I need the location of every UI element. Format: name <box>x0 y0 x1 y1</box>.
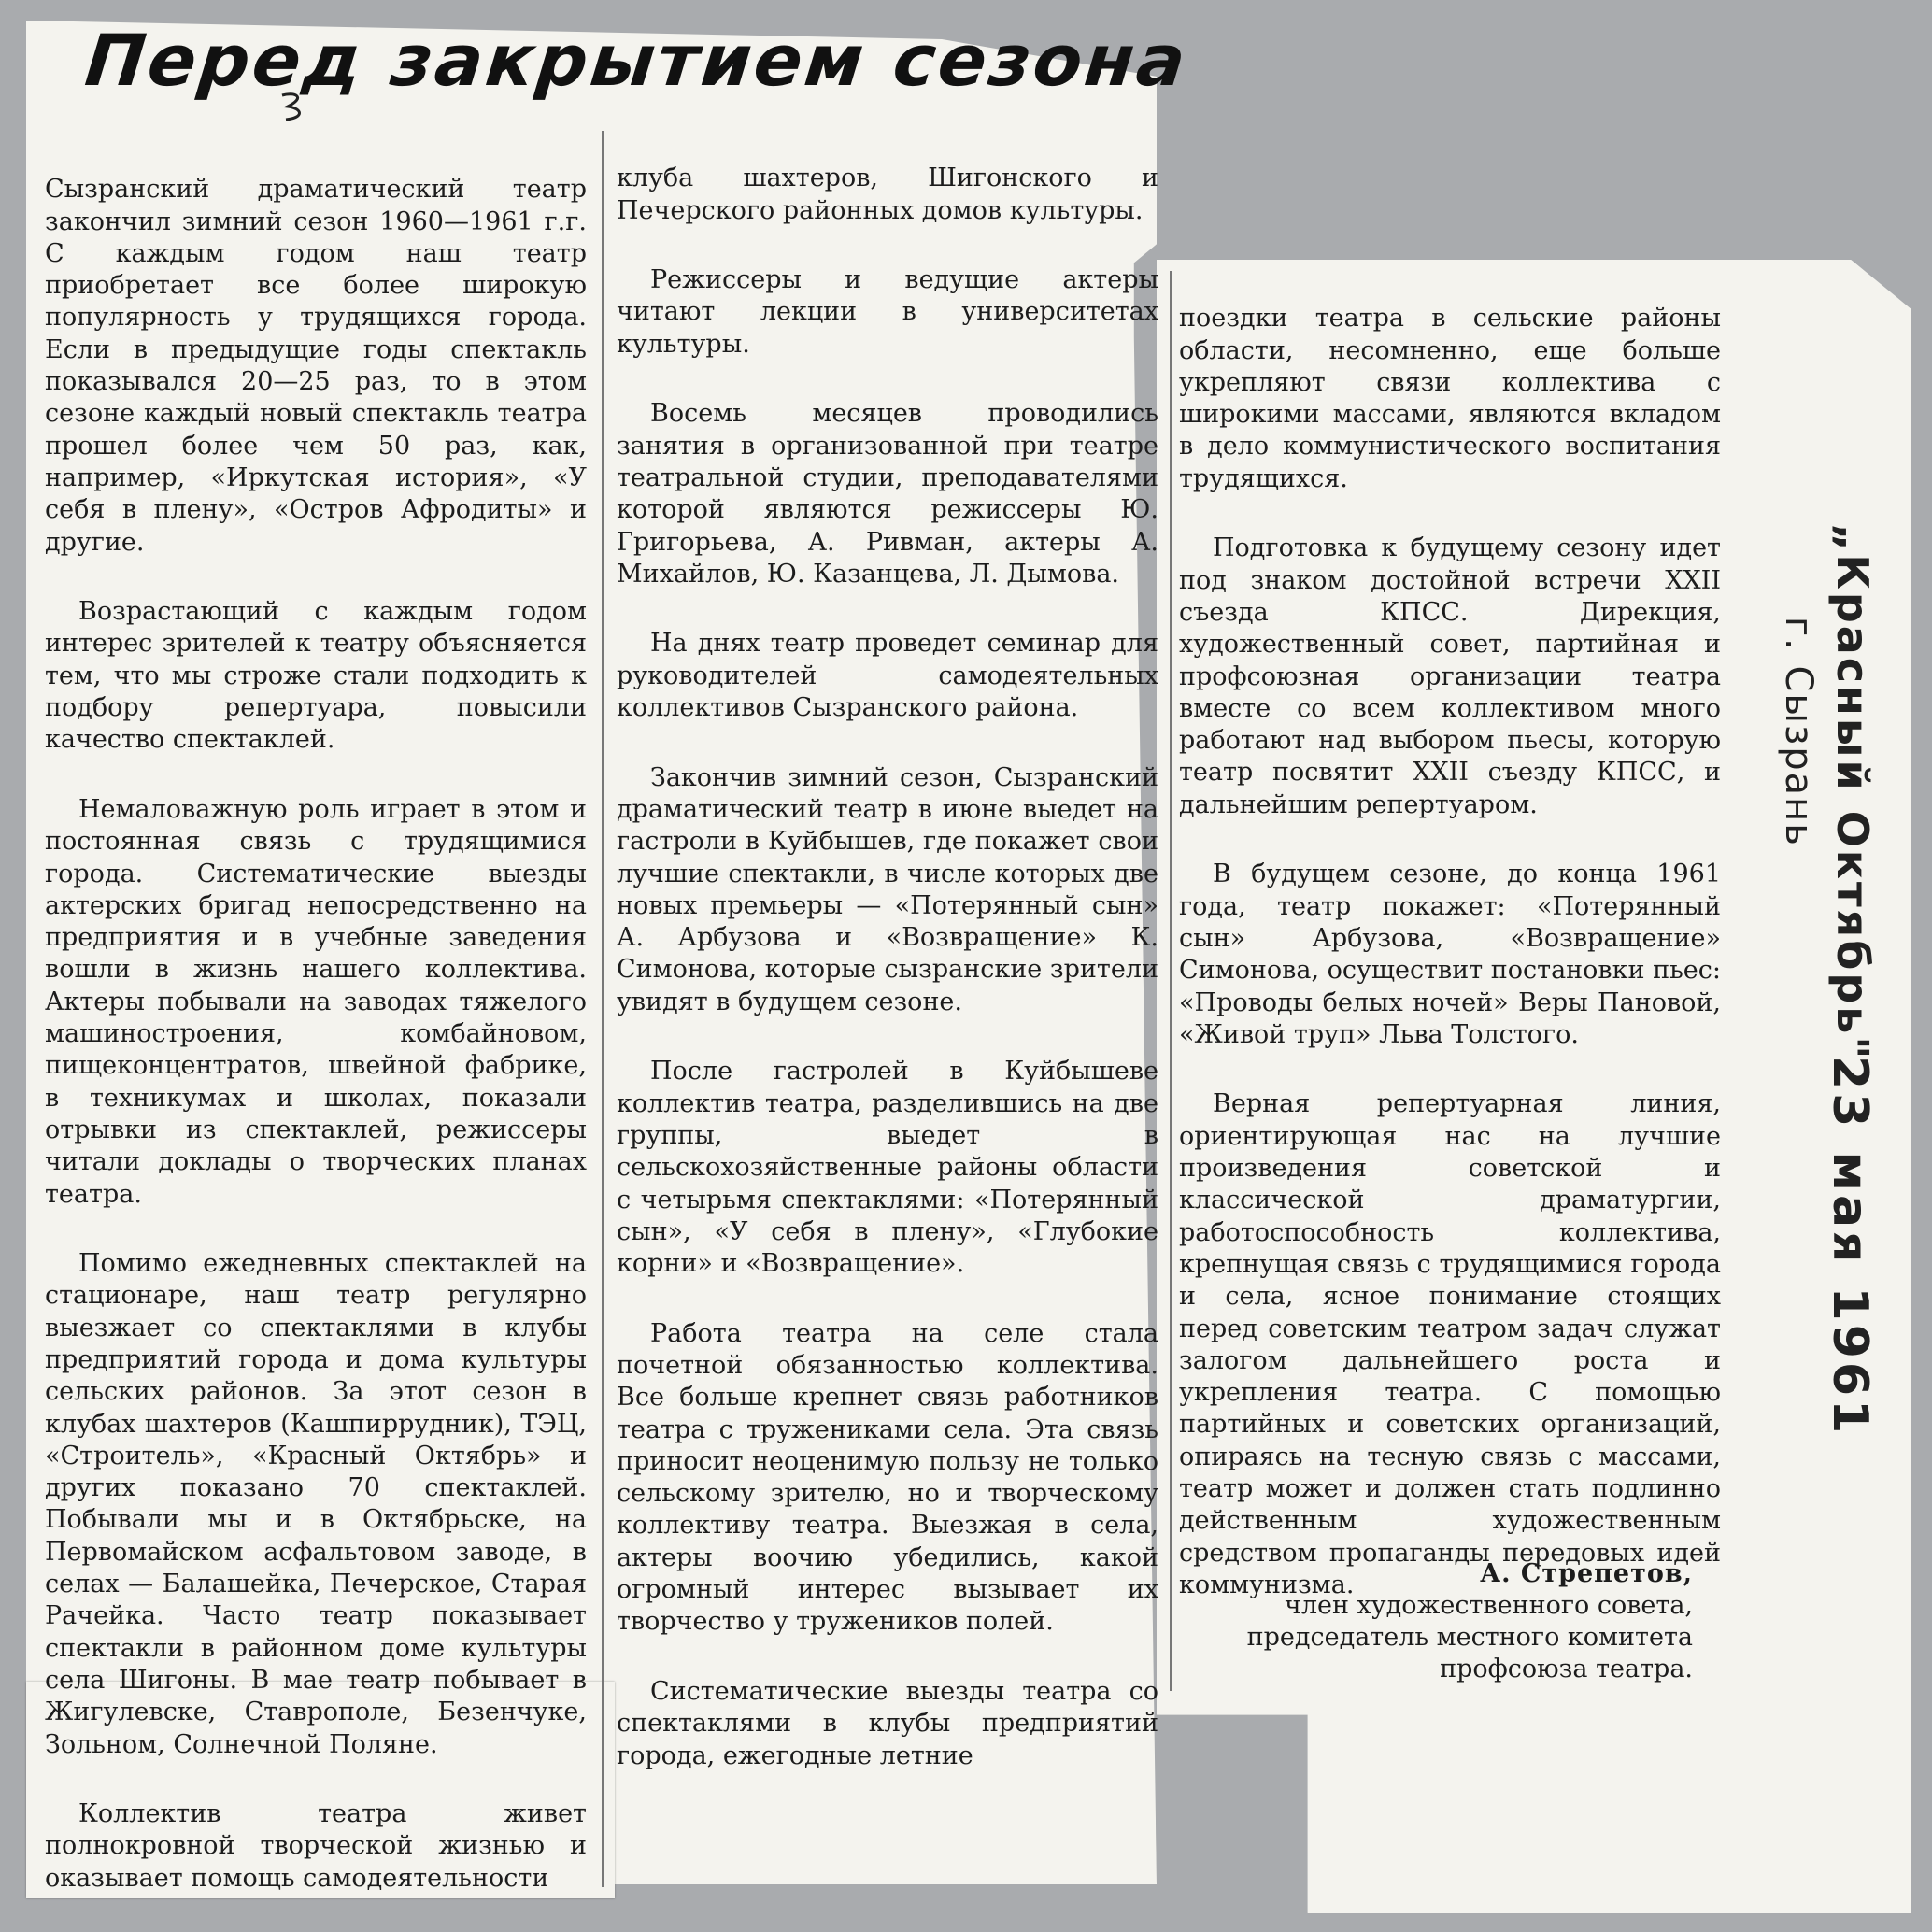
paragraph: Немаловажную роль играет в этом и постоянная связь с трудящимися города. Систематические выезды актерских бригад непосредственно на предприятия и в учебные заведения вошли в жизнь нашего коллектива. Актеры побывали на заводах тяжелого машиностроения, комбайновом, пищеконцентратов, швейной фабрике, в техникумах и школах, показали отрывки из спектаклей, режиссеры читали доклады о творческих планах театра. <box>45 794 587 1209</box>
city-annotation: г. Сызрань <box>1777 617 1820 847</box>
newspaper-name-annotation: „Красный Октябрь" <box>1827 523 1878 1062</box>
paragraph: Коллектив театра живет полнокровной творческой жизнью и оказывает помощь самодеятельности <box>45 1799 587 1893</box>
paragraph: Подготовка к будущему сезону идет под знаком достойной встречи XXII съезда КПСС. Дирекция, художественный совет, партийная и профсоюзная организации театра вместе со всем коллективом много работают над выбором пьесы, которую театр посвятит XXII съезду КПСС, и дальнейшим репертуаром. <box>1179 533 1721 819</box>
column-divider <box>602 131 604 1887</box>
article-column-2 <box>617 131 1158 1810</box>
date-stamp: 23 мая 1961 <box>1822 1056 1878 1438</box>
paragraph: На днях театр проведет семинар для руководителей самодеятельных коллективов Сызранского района. <box>617 629 1158 723</box>
column-divider <box>1170 271 1172 1691</box>
paragraph: Закончив зимний сезон, Сызранский драматический театр в июне выедет на гастроли в Куйбышев, где покажет свои лучшие спектакли, в числе которых две новых премьеры — «Потерянный сын» А. Арбузова и «Возвращение» К. Симонова, которые сызранские зрители увидят в будущем сезоне. <box>617 762 1158 1016</box>
article-column-1 <box>45 142 587 1932</box>
paragraph: В будущем сезоне, до конца 1961 года, театр покажет: «Потерянный сын» Арбузова, «Возвращение» Симонова, осуществит постановки пьес: «Проводы белых ночей» Веры Пановой, «Живой труп» Льва Толстого. <box>1179 859 1721 1049</box>
paragraph: поездки театра в сельские районы области, несомненно, еще больше укрепляют связи коллектива с широкими массами, являются вкладом в дело коммунистического воспитания трудящихся. <box>1179 304 1721 493</box>
article-column-3 <box>1179 271 1721 1639</box>
paragraph: Помимо ежедневных спектаклей на стационаре, наш театр регулярно выезжает со спектаклями в клубы предприятий города и дома культуры сельских районов. За этот сезон в клубах шахтеров (Кашпиррудник), ТЭЦ, «Строитель», «Красный Октябрь» и других показано 70 спектаклей. Побывали мы и в Октябрьске, на Первомайском асфальтовом заводе, в селах — Балашейка, Печерское, Старая Рачейка. Часто театр показывает спектакли в районном доме культуры села Шигоны. В мае театр побывает в Жигулевске, Ставрополе, Безенчуке, Зольном, Солнечной Поляне. <box>45 1249 587 1759</box>
paragraph: Систематические выезды театра со спектаклями в клубы предприятий города, ежегодные летние <box>617 1676 1158 1770</box>
paragraph: Сызранский драматический театр закончил зимний сезон 1960—1961 г.г. С каждым годом наш театр приобретает все более широкую популярность у трудящихся города. Если в предыдущие годы спектакль показывался 20—25 раз, то в этом сезоне каждый новый спектакль театра прошел более чем 50 раз, как, например, «Иркутская история», «У себя в плену», «Остров Афродиты» и другие. <box>45 175 587 557</box>
pen-mark-icon <box>278 90 312 123</box>
author-role: член художественного совета, председатель местного комитета профсоюза театра. <box>1246 1591 1693 1683</box>
paragraph: После гастролей в Куйбышеве коллектив театра, разделившись на две группы, выедет в сельскохозяйственные районы области с четырьмя спектаклями: «Потерянный сын», «У себя в плену», «Глубокие корни» и «Возвращение». <box>617 1057 1158 1279</box>
paragraph: Верная репертуарная линия, ориентирующая нас на лучшие произведения советской и классической драматургии, работоспособность коллектива, крепнущая связь с трудящимися города и села, ясное понимание стоящих перед советским театром задач служат залогом дальнейшего роста и укрепления театра. С помощью партийных и советских организаций, опираясь на тесную связь с массами, театр может и должен стать подлинно действенным художественным средством пропаганды передовых идей коммунизма. <box>1179 1089 1721 1599</box>
paragraph: Восемь месяцев проводились занятия в организованной при театре театральной студии, преподавателями которой являются режиссеры Ю. Григорьева, А. Ривман, актеры А. Михайлов, Ю. Казанцева, Л. Дымова. <box>617 399 1158 589</box>
paragraph: Работа театра на селе стала почетной обязанностью коллектива. Все больше крепнет связь работников театра с тружениками села. Эта связь приносит неоценимую пользу не только сельскому зрителю, но и творческому коллективу театра. Выезжая в села, актеры воочию убедились, какой огромный интерес вызывает их творчество у тружеников полей. <box>617 1318 1158 1637</box>
article-headline: Перед закрытием сезона <box>81 19 1192 102</box>
paragraph: клуба шахтеров, Шигонского и Печерского районных домов культуры. <box>617 163 1158 225</box>
author-name: А. Стрепетов, <box>1480 1559 1693 1588</box>
paragraph: Режиссеры и ведущие актеры читают лекции в университетах культуры. <box>617 265 1158 359</box>
paragraph: Возрастающий с каждым годом интерес зрителей к театру объясняется тем, что мы строже стали подходить к подбору репертуара, повысили качество спектаклей. <box>45 597 587 755</box>
